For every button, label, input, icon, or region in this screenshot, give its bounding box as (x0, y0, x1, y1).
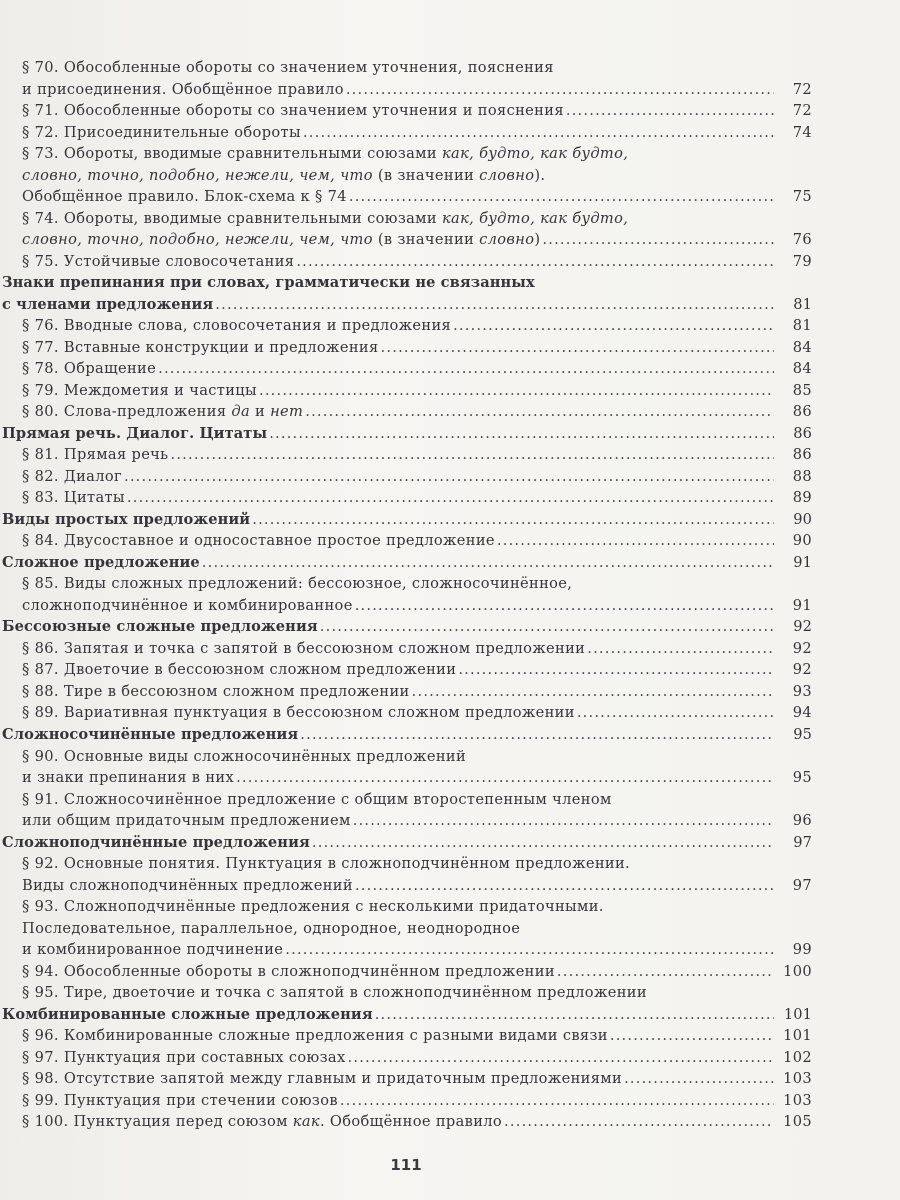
page-ref: 97 (793, 833, 812, 851)
entry-title (22, 444, 168, 466)
dot-leader (566, 100, 774, 122)
dot-leader (300, 724, 774, 746)
page-ref: 75 (792, 188, 812, 206)
toc-entry (0, 358, 812, 380)
page-ref: 101 (783, 1027, 812, 1045)
text: § 73. Обороты, вводимые сравнительными союзами (22, 145, 442, 163)
entry-title (22, 939, 283, 961)
text: § 74. Обороты, вводимые сравнительными союзами (22, 209, 442, 227)
toc-entry (0, 487, 812, 509)
text: § 100. Пунктуация перед союзом (22, 1113, 293, 1131)
entry-title (22, 982, 647, 1004)
italic-text: словно (479, 231, 535, 249)
entry-title (22, 229, 540, 251)
page-ref: 79 (792, 252, 812, 270)
dot-leader (577, 702, 774, 724)
text: § 72. Присоединительные обороты (22, 123, 301, 141)
entry-title (22, 1090, 338, 1112)
dot-leader (542, 229, 774, 251)
toc-heading (0, 1004, 812, 1026)
page-ref: 91 (792, 596, 812, 614)
toc-entry (0, 810, 812, 832)
entry-title (22, 875, 353, 897)
toc-heading (0, 294, 812, 316)
entry-title (22, 530, 495, 552)
dot-leader (375, 1004, 774, 1026)
entry-title (22, 122, 301, 144)
text: § 99. Пунктуация при стечении союзов (22, 1091, 338, 1109)
toc-entry (0, 595, 812, 617)
page-ref: 103 (783, 1070, 812, 1088)
dot-leader (303, 122, 774, 144)
dot-leader (124, 466, 774, 488)
text: § 78. Обращение (22, 360, 157, 378)
text: Последовательное, параллельное, однородное, неоднородное (22, 919, 521, 937)
entry-title (22, 337, 379, 359)
toc-entry (0, 380, 812, 402)
dot-leader (497, 530, 774, 552)
toc-entry (0, 401, 812, 423)
text: и комбинированное подчинение (22, 941, 284, 959)
toc-entry (0, 1068, 812, 1090)
italic-text: как, будто, как будто, (441, 145, 629, 163)
page-ref: 100 (783, 962, 812, 980)
toc-entry (0, 1090, 812, 1112)
dot-leader (202, 552, 774, 574)
italic-text: нет (270, 403, 304, 421)
page-ref: 96 (792, 812, 812, 830)
toc-heading (0, 509, 812, 531)
toc-entry (0, 208, 812, 230)
text: Виды простых предложений (2, 510, 251, 528)
toc-entry (0, 100, 812, 122)
page-ref: 95 (792, 769, 812, 787)
italic-text: словно (479, 166, 535, 184)
dot-leader (458, 659, 774, 681)
dot-leader (355, 595, 774, 617)
toc-entry (0, 961, 812, 983)
dot-leader (340, 1090, 774, 1112)
entry-title (22, 466, 122, 488)
toc-entry (0, 57, 812, 79)
text: § 79. Междометия и частицы (22, 381, 257, 399)
dot-leader (259, 380, 774, 402)
dot-leader (346, 79, 774, 101)
page-ref: 86 (792, 446, 812, 464)
page-ref: 95 (793, 725, 812, 743)
entry-title (22, 1025, 608, 1047)
entry-title (22, 1111, 502, 1133)
toc-entry (0, 659, 812, 681)
page-ref: 86 (792, 403, 812, 421)
entry-title (22, 186, 347, 208)
entry-title (2, 616, 318, 638)
page-ref: 92 (793, 618, 812, 636)
toc-heading (0, 552, 812, 574)
entry-title (2, 423, 267, 445)
entry-title (22, 595, 353, 617)
entry-title (22, 573, 572, 595)
entry-title (22, 638, 585, 660)
dot-leader (381, 337, 774, 359)
italic-text: как (292, 1113, 320, 1131)
italic-text: словно, точно, подобно, нежели, чем, что (22, 231, 373, 249)
entry-title (2, 294, 213, 316)
entry-title (22, 315, 451, 337)
text: Сложное предложение (2, 553, 200, 571)
page-number: 111 (390, 1156, 422, 1174)
toc-entry (0, 702, 812, 724)
entry-title (22, 100, 564, 122)
toc-entry (0, 573, 812, 595)
toc-entry (0, 1047, 812, 1069)
toc-heading (0, 832, 812, 854)
dot-leader (296, 251, 774, 273)
toc-entry (0, 638, 812, 660)
dot-leader (236, 767, 774, 789)
page-ref: 91 (793, 553, 812, 571)
toc-entry (0, 853, 812, 875)
toc-entry (0, 939, 812, 961)
page-ref: 102 (783, 1048, 812, 1066)
dot-leader (610, 1025, 774, 1047)
text: и присоединения. Обобщённое правило (22, 80, 344, 98)
text: § 81. Прямая речь (22, 446, 169, 464)
toc-entry (0, 466, 812, 488)
toc-entry (0, 251, 812, 273)
entry-title (22, 401, 303, 423)
page-ref: 88 (792, 467, 812, 485)
page-ref: 92 (792, 661, 812, 679)
toc-entry (0, 229, 812, 251)
entry-title (22, 79, 344, 101)
text: § 88. Тире в бессоюзном сложном предложении (22, 682, 410, 700)
page-ref: 97 (792, 876, 812, 894)
page-ref: 90 (793, 510, 812, 528)
text: § 83. Цитаты (22, 489, 125, 507)
page-ref: 89 (792, 489, 812, 507)
entry-title (22, 165, 545, 187)
page-ref: 72 (792, 80, 812, 98)
text: § 71. Обособленные обороты со значением уточнения и пояснения (22, 102, 564, 120)
dot-leader (170, 444, 774, 466)
dot-leader (285, 939, 774, 961)
text: § 77. Вставные конструкции и предложения (22, 338, 379, 356)
text: § 75. Устойчивые словосочетания (22, 252, 295, 270)
text: ). (534, 166, 546, 184)
text: § 76. Вводные слова, словосочетания и предложения (22, 317, 452, 335)
text: Знаки препинания при словах, грамматически не связанных (2, 274, 535, 292)
toc-entry (0, 143, 812, 165)
page-ref: 81 (793, 295, 812, 313)
entry-title (22, 57, 554, 79)
toc-heading (0, 272, 812, 294)
entry-title (22, 702, 575, 724)
text: § 82. Диалог (22, 467, 122, 485)
page-ref: 76 (792, 231, 812, 249)
page-ref: 99 (792, 941, 812, 959)
dot-leader (215, 294, 774, 316)
text: или общим придаточным предложением (22, 812, 351, 830)
text: с членами предложения (2, 295, 214, 313)
entry-title (22, 961, 555, 983)
text: Виды сложноподчинённых предложений (22, 876, 353, 894)
toc-entry (0, 444, 812, 466)
entry-title (22, 853, 630, 875)
toc-entry (0, 982, 812, 1004)
text: § 84. Двусоставное и односоставное простое предложение (22, 532, 495, 550)
dot-leader (312, 832, 774, 854)
entry-title (2, 552, 200, 574)
text: Прямая речь. Диалог. Цитаты (2, 424, 268, 442)
entry-title (22, 487, 125, 509)
toc-entry (0, 896, 812, 918)
toc-entry (0, 315, 812, 337)
entry-title (22, 1068, 622, 1090)
text: Бессоюзные сложные предложения (2, 618, 318, 636)
text: § 94. Обособленные обороты в сложноподчинённом предложении (22, 962, 555, 980)
entry-title (2, 509, 250, 531)
dot-leader (504, 1111, 774, 1133)
dot-leader (412, 681, 774, 703)
page-ref: 90 (792, 532, 812, 550)
text: сложноподчинённое и комбинированное (22, 596, 353, 614)
dot-leader (158, 358, 774, 380)
text: § 92. Основные понятия. Пунктуация в сложноподчинённом предложении. (22, 855, 631, 873)
toc-entry (0, 79, 812, 101)
toc-entry (0, 918, 812, 940)
dot-leader (557, 961, 774, 983)
page-ref: 92 (792, 639, 812, 657)
page-ref: 72 (792, 102, 812, 120)
dot-leader (349, 186, 774, 208)
dot-leader (305, 401, 774, 423)
text: Обобщённое правило. Блок-схема к § 74 (22, 188, 347, 206)
toc-entry (0, 186, 812, 208)
dot-leader (624, 1068, 774, 1090)
dot-leader (252, 509, 774, 531)
page-ref: 103 (783, 1091, 812, 1109)
page-ref: 84 (792, 360, 812, 378)
text: § 91. Сложносочинённое предложение с общим второстепенным членом (22, 790, 612, 808)
dot-leader (355, 875, 774, 897)
toc-entry (0, 875, 812, 897)
table-of-contents (0, 57, 812, 1133)
page-ref: 84 (792, 338, 812, 356)
text: § 87. Двоеточие в бессоюзном сложном предложении (22, 661, 457, 679)
dot-leader (453, 315, 774, 337)
toc-entry (0, 746, 812, 768)
entry-title (22, 659, 456, 681)
entry-title (22, 896, 604, 918)
toc-entry (0, 1111, 812, 1133)
entry-title (2, 272, 535, 294)
entry-title (22, 681, 410, 703)
text: § 96. Комбинированные сложные предложения с разными видами связи (22, 1027, 608, 1045)
entry-title (22, 143, 628, 165)
text: § 90. Основные виды сложносочинённых предложений (22, 747, 467, 765)
toc-entry (0, 681, 812, 703)
entry-title (2, 1004, 373, 1026)
page-ref: 94 (792, 704, 812, 722)
italic-text: словно, точно, подобно, нежели, чем, что (22, 166, 373, 184)
dot-leader (127, 487, 774, 509)
toc-heading (0, 724, 812, 746)
entry-title (22, 918, 520, 940)
page-ref: 85 (792, 381, 812, 399)
dot-leader (587, 638, 774, 660)
toc-heading (0, 423, 812, 445)
toc-heading (0, 616, 812, 638)
entry-title (22, 1047, 346, 1069)
entry-title (22, 251, 294, 273)
text: ) (534, 231, 541, 249)
text: § 93. Сложноподчинённые предложения с несколькими придаточными. (22, 898, 604, 916)
text: § 70. Обособленные обороты со значением уточнения, пояснения (22, 59, 554, 76)
text: § 80. Слова-предложения (22, 403, 232, 421)
dot-leader (269, 423, 774, 445)
text: § 89. Вариативная пунктуация в бессоюзном сложном предложении (22, 704, 575, 722)
page-ref: 101 (783, 1005, 812, 1023)
entry-title (22, 767, 234, 789)
text: § 86. Запятая и точка с запятой в бессоюзном сложном предложении (22, 639, 586, 657)
toc-entry (0, 789, 812, 811)
italic-text: как, будто, как будто, (441, 209, 629, 227)
entry-title (22, 810, 351, 832)
text: Сложноподчинённые предложения (2, 833, 310, 851)
text: § 95. Тире, двоеточие и точка с запятой в сложноподчинённом предложении (22, 984, 647, 1002)
text: § 98. Отсутствие запятой между главным и придаточным предложениями (22, 1070, 623, 1088)
italic-text: да (231, 403, 251, 421)
text: (в значении (372, 166, 480, 184)
toc-entry (0, 1025, 812, 1047)
dot-leader (353, 810, 774, 832)
toc-entry (0, 767, 812, 789)
text: Сложносочинённые предложения (2, 725, 299, 743)
text: Комбинированные сложные предложения (2, 1005, 373, 1023)
text: и (250, 403, 271, 421)
page-ref: 81 (792, 317, 812, 335)
toc-entry (0, 530, 812, 552)
toc-entry (0, 122, 812, 144)
dot-leader (320, 616, 774, 638)
toc-entry (0, 165, 812, 187)
page-ref: 105 (783, 1113, 812, 1131)
entry-title (22, 358, 156, 380)
page-ref: 86 (793, 424, 812, 442)
toc-entry (0, 337, 812, 359)
entry-title (22, 208, 628, 230)
entry-title (22, 380, 257, 402)
entry-title (22, 746, 466, 768)
page-ref: 74 (792, 123, 812, 141)
text: и знаки препинания в них (22, 769, 235, 787)
text: . Обобщённое правило (319, 1113, 503, 1131)
entry-title (2, 832, 310, 854)
text: (в значении (372, 231, 480, 249)
entry-title (2, 724, 298, 746)
dot-leader (348, 1047, 774, 1069)
text: § 97. Пунктуация при составных союзах (22, 1048, 346, 1066)
entry-title (22, 789, 612, 811)
text: § 85. Виды сложных предложений: бессоюзное, сложносочинённое, (22, 575, 573, 593)
page-ref: 93 (792, 682, 812, 700)
